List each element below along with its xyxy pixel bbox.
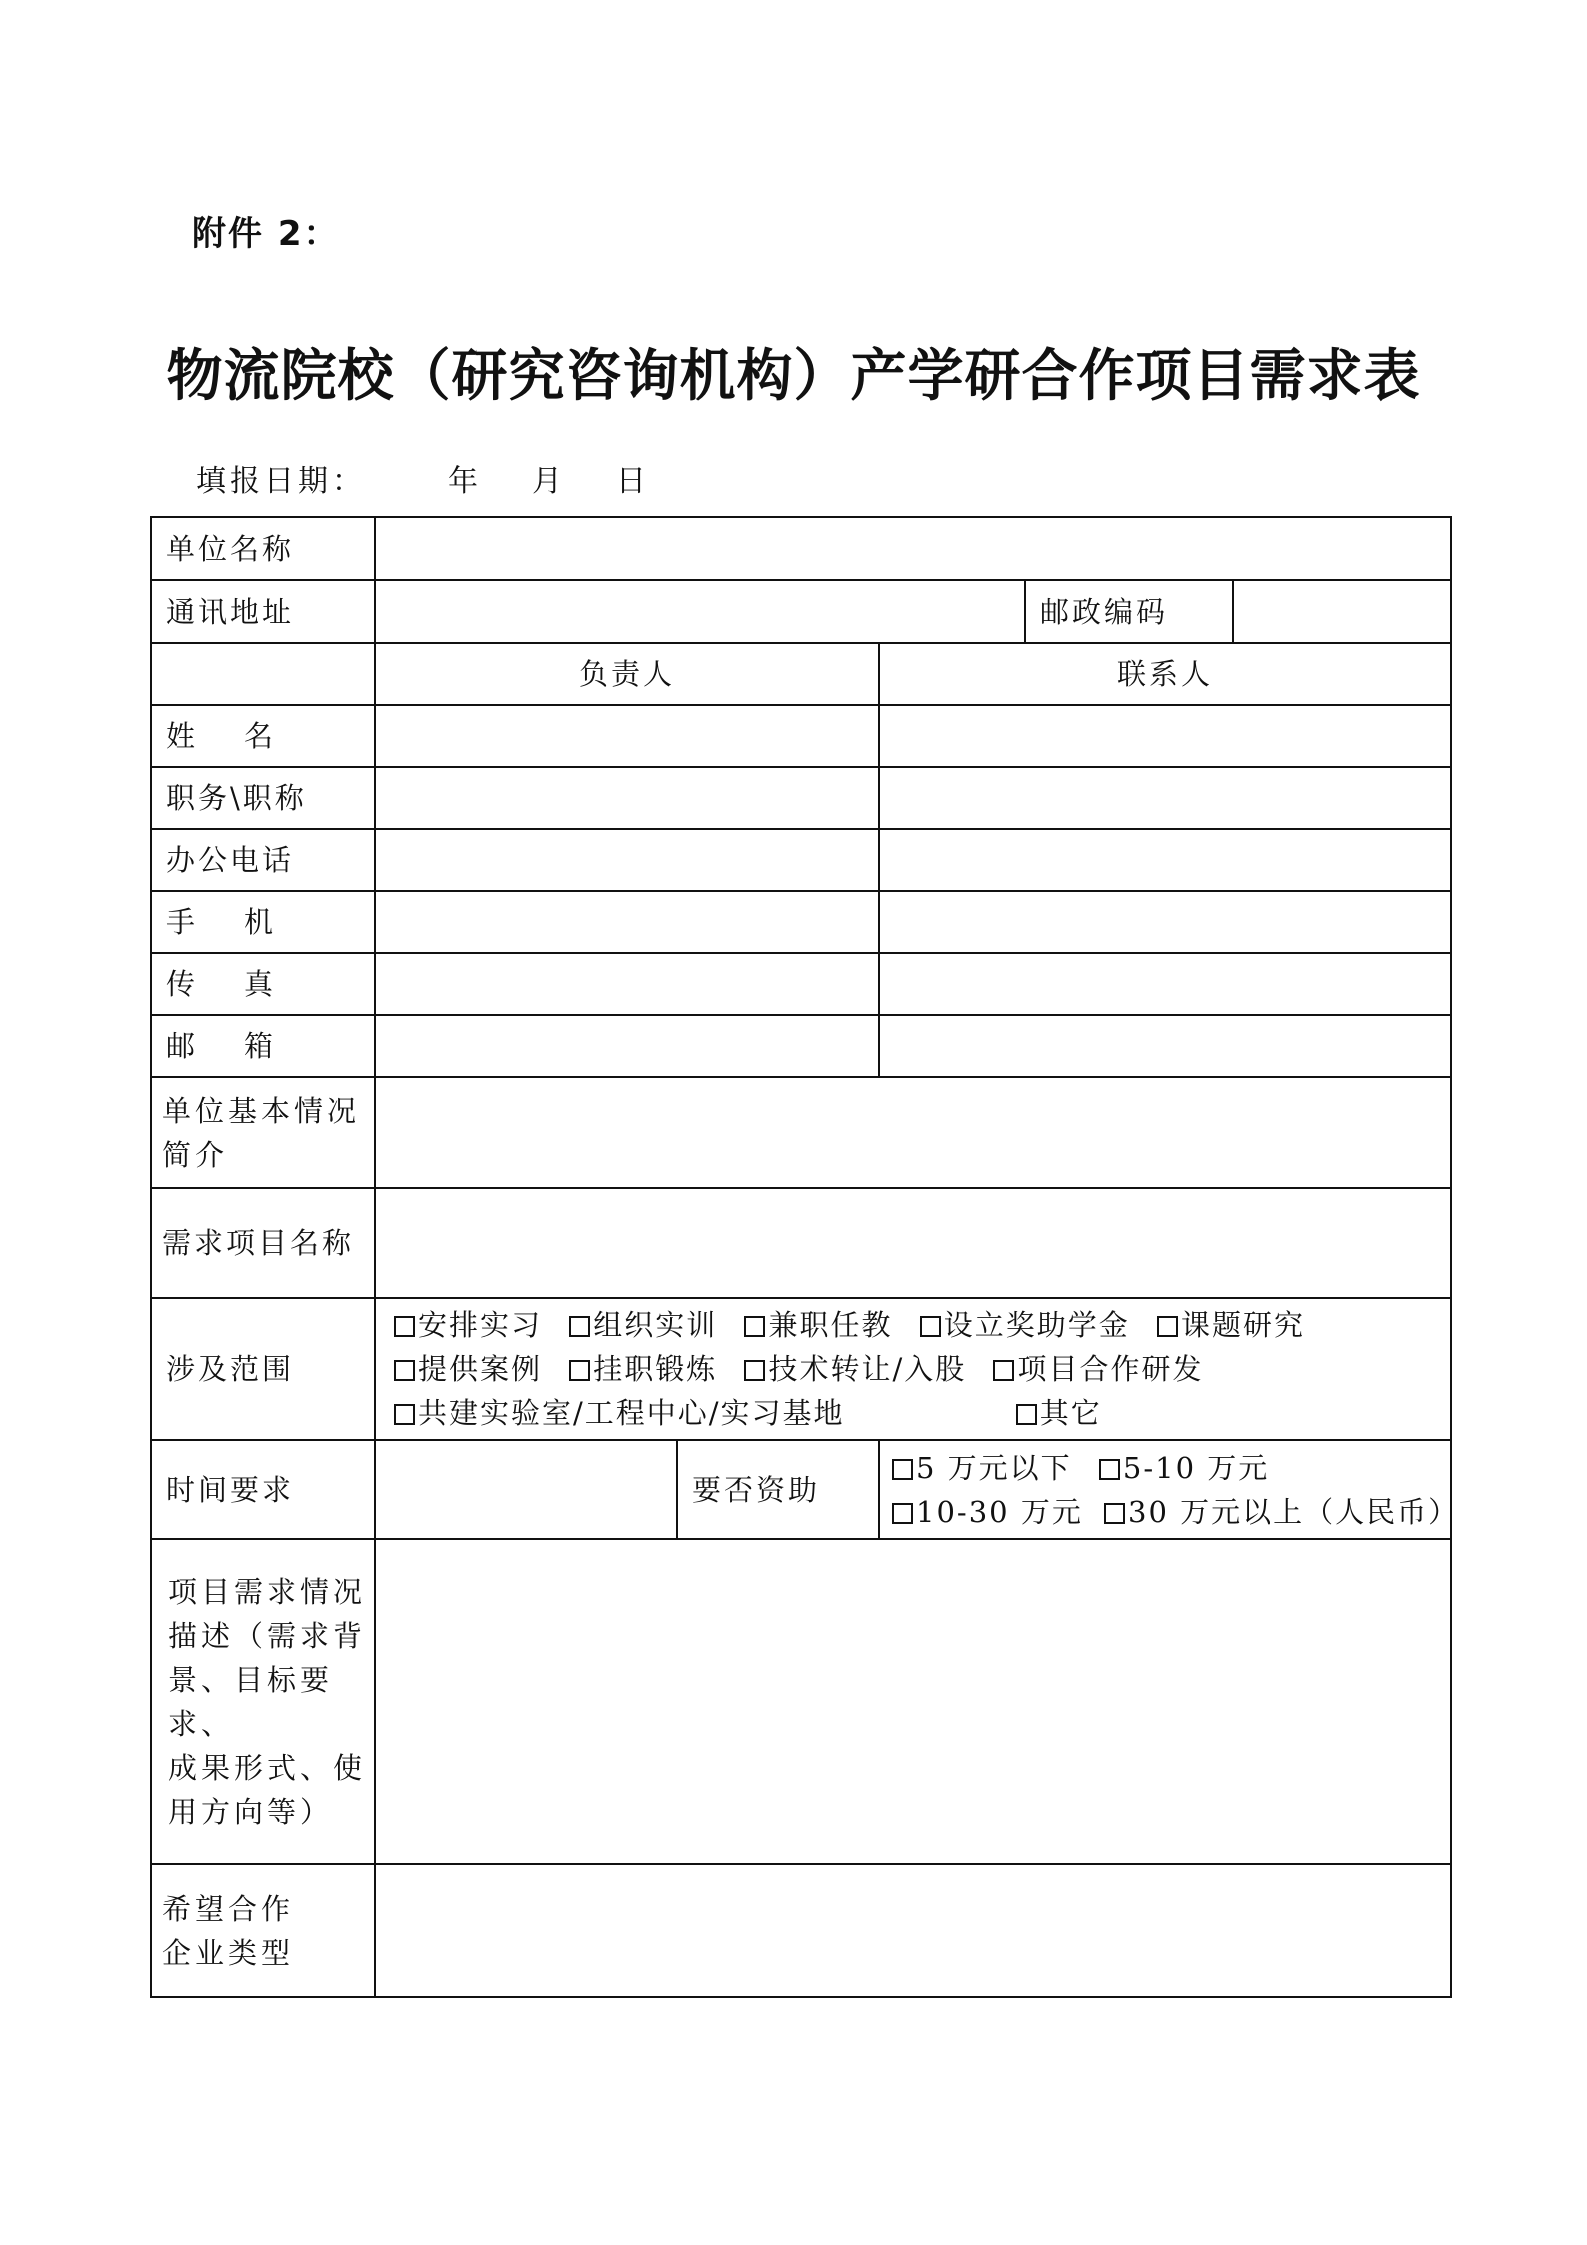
attachment-label: 附件 2：	[192, 214, 340, 254]
checkbox-icon[interactable]	[569, 1316, 590, 1337]
scope-label: 涉及范围	[151, 1298, 375, 1440]
checkbox-icon[interactable]	[892, 1459, 913, 1480]
checkbox-icon[interactable]	[1104, 1503, 1125, 1524]
address-field[interactable]	[375, 580, 1025, 643]
scope-option[interactable]: 组织实训	[569, 1303, 717, 1347]
partner-type-label: 希望合作 企业类型	[151, 1864, 375, 1997]
unit-name-field[interactable]	[375, 517, 1451, 580]
funding-option[interactable]: 5 万元以下	[892, 1446, 1072, 1490]
partner-type-field[interactable]	[375, 1864, 1451, 1997]
checkbox-icon[interactable]	[394, 1316, 415, 1337]
postcode-label: 邮政编码	[1025, 580, 1233, 643]
unit-intro-field[interactable]	[375, 1077, 1451, 1188]
contact-office-phone-field[interactable]	[879, 829, 1451, 891]
contact-fax-field[interactable]	[879, 953, 1451, 1015]
funding-options	[879, 1440, 1460, 1539]
fill-date-day: 日	[616, 464, 650, 499]
head-office-phone-field[interactable]	[375, 829, 879, 891]
head-mobile-field[interactable]	[375, 891, 879, 953]
requirement-form-table	[150, 516, 1460, 1998]
head-email-field[interactable]	[375, 1015, 879, 1077]
project-name-label: 需求项目名称	[151, 1188, 375, 1298]
mobile-label: 手 机	[151, 891, 375, 953]
head-name-field[interactable]	[375, 705, 879, 767]
checkbox-icon[interactable]	[1016, 1404, 1037, 1425]
scope-option[interactable]: 课题研究	[1157, 1303, 1305, 1347]
funding-option[interactable]: 5-10 万元	[1099, 1446, 1269, 1490]
scope-option[interactable]: 安排实习	[394, 1303, 542, 1347]
form-title: 物流院校（研究咨询机构）产学研合作项目需求表	[166, 343, 1421, 409]
funding-option[interactable]: 10-30 万元	[892, 1490, 1083, 1534]
fill-date-month: 月	[532, 464, 566, 499]
checkbox-icon[interactable]	[993, 1360, 1014, 1381]
time-requirement-field[interactable]	[375, 1440, 677, 1539]
checkbox-icon[interactable]	[744, 1316, 765, 1337]
head-fax-field[interactable]	[375, 953, 879, 1015]
scope-option[interactable]: 技术转让/入股	[744, 1347, 966, 1391]
checkbox-icon[interactable]	[394, 1360, 415, 1381]
checkbox-icon[interactable]	[394, 1404, 415, 1425]
scope-option[interactable]: 兼职任教	[744, 1303, 892, 1347]
scope-options	[375, 1298, 1451, 1440]
checkbox-icon[interactable]	[892, 1503, 913, 1524]
scope-option[interactable]: 其它	[1016, 1391, 1102, 1435]
checkbox-icon[interactable]	[1157, 1316, 1178, 1337]
scope-option[interactable]: 设立奖助学金	[920, 1303, 1130, 1347]
checkbox-icon[interactable]	[1099, 1459, 1120, 1480]
checkbox-icon[interactable]	[569, 1360, 590, 1381]
fill-date-year: 年	[448, 464, 482, 499]
scope-option[interactable]: 项目合作研发	[993, 1347, 1203, 1391]
project-description-field[interactable]	[375, 1539, 1451, 1864]
checkbox-icon[interactable]	[744, 1360, 765, 1381]
unit-intro-label: 单位基本情况 简介	[151, 1077, 375, 1188]
scope-option[interactable]: 提供案例	[394, 1347, 542, 1391]
email-label: 邮 箱	[151, 1015, 375, 1077]
fax-label: 传 真	[151, 953, 375, 1015]
unit-name-label: 单位名称	[151, 517, 375, 580]
head-position-field[interactable]	[375, 767, 879, 829]
funding-option[interactable]: 30 万元以上（人民币）	[1104, 1490, 1459, 1534]
contact-position-field[interactable]	[879, 767, 1451, 829]
checkbox-icon[interactable]	[920, 1316, 941, 1337]
scope-option[interactable]: 共建实验室/工程中心/实习基地	[394, 1391, 845, 1435]
contact-person-header: 联系人	[879, 643, 1451, 705]
address-label: 通讯地址	[151, 580, 375, 643]
scope-option[interactable]: 挂职锻炼	[569, 1347, 717, 1391]
position-label: 职务\职称	[151, 767, 375, 829]
fill-date-label: 填报日期：	[196, 464, 366, 499]
name-label: 姓 名	[151, 705, 375, 767]
contact-email-field[interactable]	[879, 1015, 1451, 1077]
funding-label: 要否资助	[677, 1440, 879, 1539]
head-person-header: 负责人	[375, 643, 879, 705]
contact-name-field[interactable]	[879, 705, 1451, 767]
header-blank-cell	[151, 643, 375, 705]
fill-date-line	[196, 456, 650, 500]
postcode-field[interactable]	[1233, 580, 1451, 643]
office-phone-label: 办公电话	[151, 829, 375, 891]
project-description-label: 项目需求情况 描述（需求背 景、目标要求、 成果形式、使 用方向等）	[151, 1539, 375, 1864]
project-name-field[interactable]	[375, 1188, 1451, 1298]
contact-mobile-field[interactable]	[879, 891, 1451, 953]
time-requirement-label: 时间要求	[151, 1440, 375, 1539]
